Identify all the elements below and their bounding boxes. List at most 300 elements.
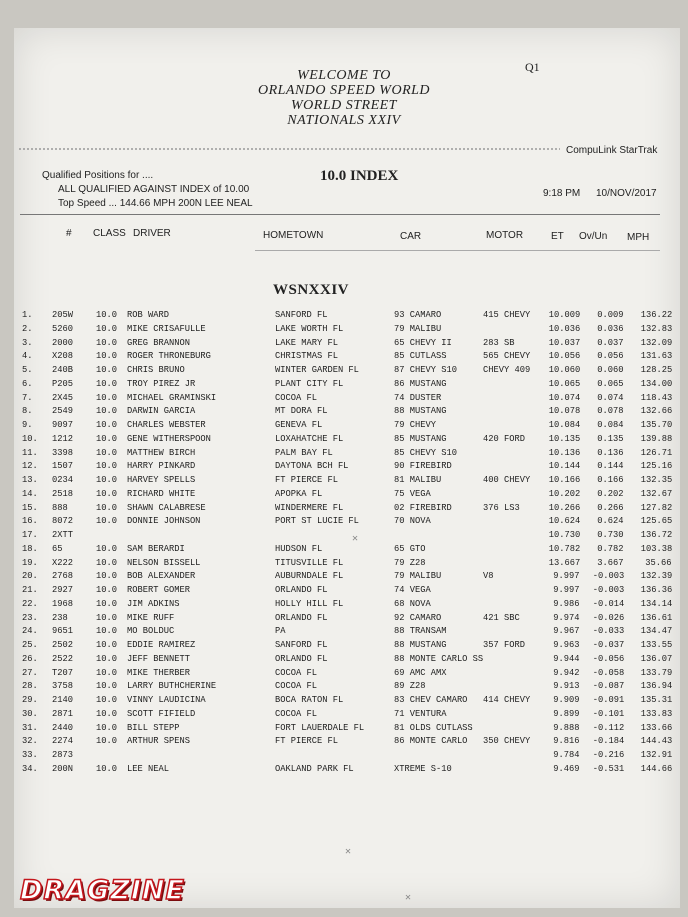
row-et: 10.202 [548,487,580,499]
row-et: 9.913 [553,680,580,692]
row-mph: 133.55 [640,639,672,650]
row-mph: 131.63 [640,350,672,362]
stray-mark: ✕ [405,893,412,904]
row-driver: GREG BRANNON [127,336,190,348]
row-pos: 18. [22,542,38,554]
row-home: HOLLY HILL FL [275,597,344,609]
row-num: 2000 [52,336,73,348]
index-note: ALL QUALIFIED AGAINST INDEX of 10.00 [58,184,250,195]
row-cls: 10.0 [96,721,117,733]
row-ov: 0.266 [597,501,624,513]
row-driver: MO BOLDUC [127,625,175,637]
row-num: 2549 [52,405,73,417]
row-mph: 127.82 [640,501,672,513]
row-car: XTREME S-10 [394,762,452,774]
row-num: 9651 [52,625,73,637]
row-pos: 13. [22,474,38,485]
row-car: 70 NOVA [394,515,431,527]
row-home: LOXAHATCHE FL [275,432,344,444]
title-line-4: NATIONALS XXIV [287,113,401,128]
row-mph: 135.70 [640,419,672,430]
row-ov: 0.084 [597,419,624,430]
row-car: 90 FIREBIRD [394,460,452,472]
row-et: 9.963 [553,639,580,650]
timing-system-label: CompuLink StarTrak [566,145,658,156]
row-mph: 132.83 [640,322,672,334]
row-home: COCOA FL [275,391,317,403]
row-cls: 10.0 [96,460,117,472]
row-num: X208 [52,350,73,362]
row-mph: 144.66 [640,762,672,774]
row-driver: JIM ADKINS [127,597,180,609]
row-et: 10.060 [548,364,580,375]
row-home: TITUSVILLE FL [275,556,344,568]
print-time: 9:18 PM [543,188,581,199]
row-motor: 350 CHEVY [483,735,531,747]
row-ov: 0.624 [597,515,624,527]
row-num: 2440 [52,721,73,733]
row-pos: 29. [22,694,38,705]
row-cls: 10.0 [96,419,117,430]
row-car: 74 VEGA [394,584,431,595]
row-ov: 0.056 [597,350,624,362]
row-mph: 136.22 [640,309,672,320]
row-num: 2768 [52,570,73,582]
row-cls: 10.0 [96,611,117,623]
row-mph: 144.43 [640,735,672,747]
row-pos: 4. [22,350,33,362]
row-ov: -0.056 [592,652,624,664]
row-mph: 136.72 [640,529,672,540]
row-car: 68 NOVA [394,597,431,609]
row-home: ORLANDO FL [275,611,328,623]
row-cls: 10.0 [96,570,117,582]
row-num: 2871 [52,707,73,719]
row-driver: SAM BERARDI [127,542,185,554]
col-ovun: Ov/Un [579,231,608,242]
row-home: LAKE MARY FL [275,336,338,348]
row-car: 87 CHEVY S10 [394,364,457,375]
row-home: APOPKA FL [275,487,323,499]
row-home: SANFORD FL [275,639,328,650]
row-car: 85 CUTLASS [394,350,447,362]
row-driver: BOB ALEXANDER [127,570,196,582]
row-ov: -0.531 [592,762,624,774]
row-mph: 134.14 [640,597,672,609]
row-pos: 24. [22,625,38,637]
row-home: FT PIERCE FL [275,735,338,747]
sheet-code: Q1 [525,60,540,74]
row-driver: ROB WARD [127,309,169,320]
row-motor: V8 [483,570,494,582]
row-ov: 0.078 [597,405,624,417]
row-driver: ROBERT GOMER [127,584,190,595]
row-pos: 15. [22,501,38,513]
qualified-for-label: Qualified Positions for .... [42,170,154,181]
row-driver: RICHARD WHITE [127,487,196,499]
row-car: 85 MUSTANG [394,432,447,444]
row-pos: 28. [22,680,38,692]
row-pos: 16. [22,515,38,527]
row-car: 86 MUSTANG [394,377,447,389]
row-ov: 0.009 [597,309,624,320]
row-car: 02 FIREBIRD [394,501,452,513]
row-ov: -0.003 [592,584,624,595]
row-driver: ROGER THRONEBURG [127,350,211,362]
print-date: 10/NOV/2017 [596,188,657,199]
row-mph: 133.83 [640,707,672,719]
row-pos: 23. [22,611,38,623]
row-num: 2873 [52,749,73,760]
row-ov: -0.037 [592,639,624,650]
row-cls: 10.0 [96,474,117,485]
row-car: 71 VENTURA [394,707,447,719]
row-driver: BILL STEPP [127,721,180,733]
row-cls: 10.0 [96,391,117,403]
col-car: CAR [400,231,422,242]
row-num: 200N [52,762,73,774]
row-home: COCOA FL [275,666,317,678]
col-num: # [66,228,72,239]
row-cls: 10.0 [96,377,117,389]
row-mph: 126.71 [640,446,672,458]
row-et: 10.056 [548,350,580,362]
row-ov: 0.074 [597,391,624,403]
row-ov: 0.036 [597,322,624,334]
row-driver: MIKE RUFF [127,611,175,623]
row-et: 10.624 [548,515,580,527]
row-car: 88 MUSTANG [394,639,447,650]
row-home: MT DORA FL [275,405,328,417]
row-car: 81 MALIBU [394,474,442,485]
row-et: 9.944 [553,652,580,664]
row-motor: 283 SB [483,336,515,348]
row-mph: 136.61 [640,611,672,623]
row-pos: 12. [22,460,38,472]
row-ov: -0.184 [592,735,624,747]
row-car: 93 CAMARO [394,309,442,320]
row-car: 79 Z28 [394,556,426,568]
row-et: 9.784 [553,749,580,760]
row-mph: 132.91 [640,749,672,760]
row-cls: 10.0 [96,515,117,527]
row-driver: CHARLES WEBSTER [127,419,206,430]
row-home: PLANT CITY FL [275,377,344,389]
row-motor: 414 CHEVY [483,694,531,705]
row-home: GENEVA FL [275,419,323,430]
row-driver: ARTHUR SPENS [127,735,190,747]
row-mph: 135.31 [640,694,672,705]
row-et: 10.065 [548,377,580,389]
col-class: CLASS [93,228,126,239]
row-driver: LARRY BUTHCHERINE [127,680,217,692]
row-pos: 2. [22,322,33,334]
row-num: 1507 [52,460,73,472]
row-driver: MIKE CRISAFULLE [127,322,206,334]
row-ov: 0.202 [597,487,624,499]
row-cls: 10.0 [96,652,117,664]
row-motor: 400 CHEVY [483,474,531,485]
row-ov: 0.065 [597,377,624,389]
row-ov: 0.144 [597,460,624,472]
col-motor: MOTOR [486,230,524,241]
row-cls: 10.0 [96,680,117,692]
row-car: 92 CAMARO [394,611,442,623]
row-home: LAKE WORTH FL [275,322,344,334]
row-pos: 1. [22,309,33,320]
row-home: BOCA RATON FL [275,694,344,705]
row-num: 9097 [52,419,73,430]
row-et: 9.899 [553,707,580,719]
row-et: 10.084 [548,419,580,430]
row-car: 74 DUSTER [394,391,442,403]
row-pos: 11. [22,446,38,458]
row-car: 88 TRANSAM [394,625,447,637]
row-cls: 10.0 [96,309,117,320]
row-driver: SHAWN CALABRESE [127,501,206,513]
row-cls: 10.0 [96,405,117,417]
row-home: COCOA FL [275,707,317,719]
row-mph: 134.47 [640,625,672,637]
dotted-divider [18,147,560,152]
row-pos: 7. [22,391,33,403]
row-home: HUDSON FL [275,542,323,554]
row-et: 9.816 [553,735,580,747]
row-num: 2518 [52,487,73,499]
col-driver: DRIVER [133,228,171,239]
row-ov: -0.003 [592,570,624,582]
row-mph: 136.94 [640,680,672,692]
row-et: 10.074 [548,391,580,403]
row-cls: 10.0 [96,584,117,595]
row-ov: -0.091 [592,694,624,705]
row-ov: 0.782 [597,542,624,554]
row-et: 10.266 [548,501,580,513]
row-et: 9.997 [553,584,580,595]
row-motor: 415 CHEVY [483,309,531,320]
row-ov: -0.216 [592,749,624,760]
row-et: 9.986 [553,597,580,609]
row-ov: -0.014 [592,597,624,609]
row-motor: 420 FORD [483,432,525,444]
row-car: 88 MUSTANG [394,405,447,417]
row-et: 10.078 [548,405,580,417]
row-driver: VINNY LAUDICINA [127,694,206,705]
row-ov: 0.037 [597,336,624,348]
row-ov: -0.033 [592,625,624,637]
col-mph: MPH [627,232,650,243]
row-mph: 128.25 [640,364,672,375]
dragzine-logo: DRAGZINE [20,875,185,906]
row-num: 2274 [52,735,73,747]
row-et: 9.469 [553,762,580,774]
row-num: 1968 [52,597,73,609]
row-home: COCOA FL [275,680,317,692]
row-cls: 10.0 [96,762,117,774]
row-car: 86 MONTE CARLO [394,735,468,747]
row-cls: 10.0 [96,446,117,458]
col-hometown: HOMETOWN [263,230,324,241]
row-pos: 8. [22,405,33,417]
row-mph: 134.00 [640,377,672,389]
row-et: 13.667 [548,556,580,568]
row-driver: EDDIE RAMIREZ [127,639,196,650]
row-driver: HARRY PINKARD [127,460,196,472]
row-driver: MIKE THERBER [127,666,190,678]
row-car: 65 GTO [394,542,426,554]
row-pos: 26. [22,652,38,664]
row-cls: 10.0 [96,350,117,362]
row-driver: HARVEY SPELLS [127,474,196,485]
row-num: 205W [52,309,73,320]
row-mph: 125.16 [640,460,672,472]
row-pos: 31. [22,721,38,733]
row-driver: GENE WITHERSPOON [127,432,211,444]
row-car: 85 CHEVY S10 [394,446,457,458]
row-pos: 30. [22,707,38,719]
row-cls: 10.0 [96,336,117,348]
title-line-3: WORLD STREET [291,98,397,113]
row-num: 888 [52,501,68,513]
row-et: 10.009 [548,309,580,320]
row-ov: -0.112 [592,721,624,733]
row-driver: MATTHEW BIRCH [127,446,196,458]
row-driver: DONNIE JOHNSON [127,515,201,527]
row-num: X222 [52,556,73,568]
row-ov: 0.136 [597,446,624,458]
row-pos: 32. [22,735,38,747]
row-et: 9.942 [553,666,580,678]
index-title: 10.0 INDEX [320,168,399,184]
row-pos: 21. [22,584,38,595]
row-cls: 10.0 [96,625,117,637]
row-num: 238 [52,611,68,623]
row-home: WINTER GARDEN FL [275,364,359,375]
row-et: 10.144 [548,460,580,472]
row-motor: CHEVY 409 [483,364,531,375]
row-mph: 132.09 [640,336,672,348]
row-car: 88 MONTE CARLO SS [394,652,484,664]
row-cls: 10.0 [96,487,117,499]
row-car: 69 AMC AMX [394,666,447,678]
row-et: 9.909 [553,694,580,705]
row-driver: JEFF BENNETT [127,652,190,664]
row-home: OAKLAND PARK FL [275,762,354,774]
row-cls: 10.0 [96,364,117,375]
row-mph: 125.65 [640,515,672,527]
row-pos: 33. [22,749,38,760]
row-num: 2140 [52,694,73,705]
row-home: ORLANDO FL [275,584,328,595]
row-car: 89 Z28 [394,680,426,692]
row-pos: 20. [22,570,38,582]
row-et: 10.135 [548,432,580,444]
row-car: 79 MALIBU [394,570,442,582]
row-et: 10.036 [548,322,580,334]
row-home: AUBURNDALE FL [275,570,344,582]
row-pos: 3. [22,336,33,348]
row-num: 240B [52,364,73,375]
row-driver: TROY PIREZ JR [127,377,196,389]
row-driver: LEE NEAL [127,762,169,774]
row-motor: 565 CHEVY [483,350,531,362]
row-num: 8072 [52,515,73,527]
row-pos: 5. [22,364,33,375]
row-et: 10.166 [548,474,580,485]
row-driver: MICHAEL GRAMINSKI [127,391,217,403]
row-num: 1212 [52,432,73,444]
row-driver: SCOTT FIFIELD [127,707,196,719]
event-label: WSNXXIV [273,282,350,298]
row-cls: 10.0 [96,735,117,747]
row-pos: 19. [22,556,38,568]
row-car: 81 OLDS CUTLASS [394,721,473,733]
row-mph: 132.66 [640,405,672,417]
row-pos: 27. [22,666,38,678]
row-car: 79 CHEVY [394,419,436,430]
row-mph: 139.88 [640,432,672,444]
row-num: 65 [52,542,63,554]
row-pos: 17. [22,529,38,540]
header-rule [20,214,660,215]
row-num: 2XTT [52,529,73,540]
row-car: 75 VEGA [394,487,431,499]
row-mph: 136.07 [640,652,672,664]
row-cls: 10.0 [96,694,117,705]
row-home: PORT ST LUCIE FL [275,515,359,527]
row-car: 65 CHEVY II [394,336,452,348]
row-et: 9.888 [553,721,580,733]
row-num: P205 [52,377,73,389]
row-cls: 10.0 [96,707,117,719]
row-num: T207 [52,666,73,678]
row-home: WINDERMERE FL [275,501,344,513]
row-num: 2X45 [52,391,73,403]
row-et: 10.782 [548,542,580,554]
row-ov: -0.026 [592,611,624,623]
row-ov: 3.667 [597,556,624,568]
row-home: DAYTONA BCH FL [275,460,349,472]
row-ov: 0.060 [597,364,624,375]
top-speed-note: Top Speed ... 144.66 MPH 200N LEE NEAL [58,198,253,209]
row-home: ORLANDO FL [275,652,328,664]
stray-mark: ✕ [352,534,359,545]
row-et: 9.997 [553,570,580,582]
row-pos: 9. [22,419,33,430]
row-driver: NELSON BISSELL [127,556,201,568]
row-cls: 10.0 [96,639,117,650]
row-num: 2502 [52,639,73,650]
row-et: 10.037 [548,336,580,348]
row-et: 10.136 [548,446,580,458]
row-driver: DARWIN GARCIA [127,405,196,417]
row-ov: 0.166 [597,474,624,485]
row-num: 3758 [52,680,73,692]
row-motor: 357 FORD [483,639,525,650]
row-num: 3398 [52,446,73,458]
row-home: PALM BAY FL [275,446,333,458]
row-cls: 10.0 [96,432,117,444]
row-ov: -0.058 [592,666,624,678]
row-mph: 133.66 [640,721,672,733]
row-cls: 10.0 [96,597,117,609]
row-num: 0234 [52,474,73,485]
row-pos: 10. [22,432,38,444]
row-pos: 22. [22,597,38,609]
row-mph: 132.67 [640,487,672,499]
row-num: 2522 [52,652,73,664]
row-mph: 35.66 [645,556,672,568]
